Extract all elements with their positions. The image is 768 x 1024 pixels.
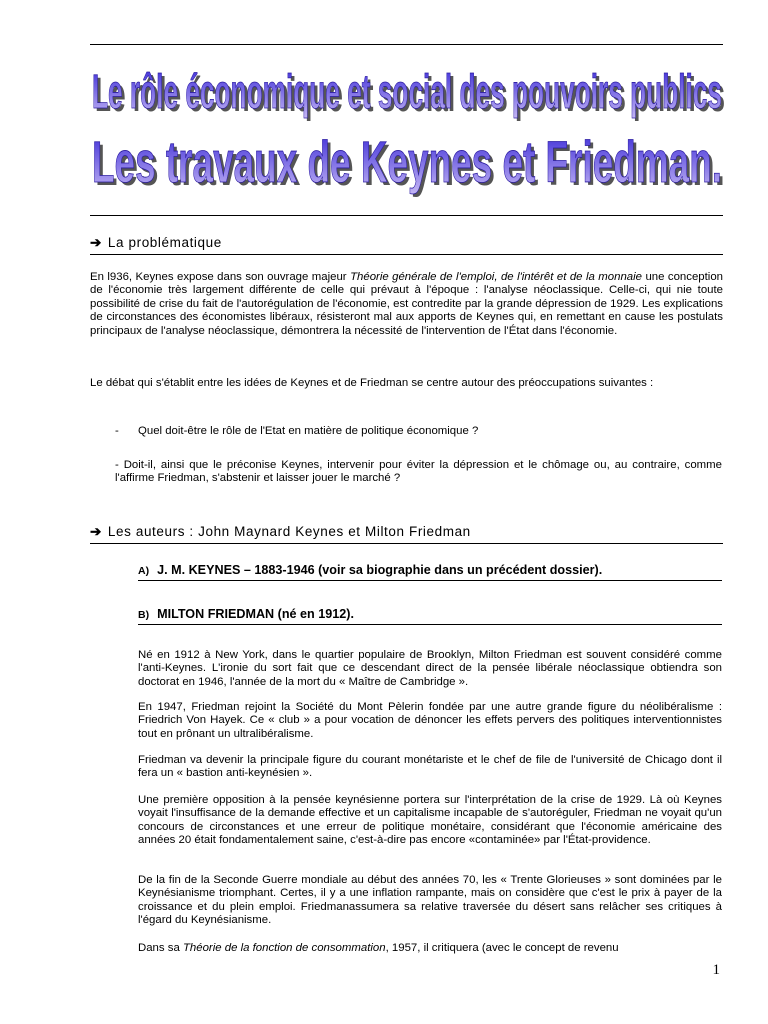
arrow-right-icon: ➔ [90,524,102,539]
paragraph: Friedman va devenir la principale figure du courant monétariste et le chef de file de l'université de Chicago dont il fera un « bastion anti-keynésien ». [138,754,722,780]
title-line2-shadow: Les travaux de Keynes et Friedman. [95,133,725,198]
subheading-keynes [138,562,722,579]
list-dash: - [115,425,119,437]
subheading-friedman [138,606,722,623]
subheading-text: J. M. KEYNES – 1883-1946 (voir sa biographie dans un précédent dossier). [157,563,603,577]
title-wordart [90,48,730,208]
paragraph-text: En l936, Keynes expose dans son ouvrage majeur [90,271,351,283]
section-rule [90,543,723,544]
paragraph: Né en 1912 à New York, dans le quartier populaire de Brooklyn, Milton Friedman est souvent considéré comme l'anti-Keynes. L'ironie du sort fait que ce descendant direct de la pensée libérale néoclassique obtiendra son doctorat en 1946, l'année de la mort du « Maître de Cambridge ». [138,649,722,688]
subheading-rule [138,624,722,625]
question-item: - Doit-il, ainsi que le préconise Keynes, intervenir pour éviter la dépression et le chômage ou, au contraire, comme l'affirme Friedman, s'abstenir et laisser jouer le marché ? [115,459,722,485]
paragraph: De la fin de la Seconde Guerre mondiale au début des années 70, les « Trente Glorieuses » sont dominées par le Keynésianisme triomphant. Certes, il y a une inflation rampante, mais on considère que c'est le prix à payer de la croissance et du plein emploi. Friedmanassumera sa relative traversée du désert sans relâcher ses critiques à l'égard du Keynésianisme. [138,874,722,927]
section-heading-text: La problématique [107,235,222,250]
book-title: Théorie de la fonction de consommation [182,942,386,954]
section-heading-problematique [90,234,723,252]
section-heading-text: Les auteurs : John Maynard Keynes et Milton Friedman [107,524,471,539]
arrow-right-icon: ➔ [90,235,102,250]
subheading-rule [138,580,722,581]
title-bottom-rule [90,215,723,216]
page-number: 1 [712,962,720,978]
book-title: Théorie générale de l'emploi, de l'intérêt et de la monnaie [350,271,642,283]
subheading-text: MILTON FRIEDMAN (né en 1912). [157,607,354,621]
paragraph-text: Dans sa [138,942,183,954]
paragraph: En 1947, Friedman rejoint la Société du Mont Pèlerin fondée par une autre grande figure du néolibéralisme : Friedrich Von Hayek. Ce « club » a pour vocation de dénoncer les effets pervers des politiques interventionnistes tout en prônant un ultralibéralisme. [138,701,722,740]
title-line1: Le rôle économique et social des pouvoirs publics [92,66,723,119]
title-line1-shadow: Le rôle économique et social des pouvoirs publics [95,69,726,122]
paragraph [90,271,723,338]
title-line2: Les travaux de Keynes et Friedman. [92,130,722,195]
paragraph: Le débat qui s'établit entre les idées de Keynes et de Friedman se centre autour des préoccupations suivantes : [90,377,654,389]
subheading-letter: B) [138,609,150,621]
question-item: Quel doit-être le rôle de l'Etat en matière de politique économique ? [138,425,479,437]
paragraph-text: une conception de l'économie très largement différente de celle qui prévaut à l'époque : l'analyse néoclassique. Celle-ci, qui nie toute possibilité de crise du fait de l'autorégulation de l'économie, est contredite par la grande dépression de 1929. Les explications de circonstances des économistes libéraux, résisteront mal aux apports de Keynes qui, en remettant en cause les postulats principaux de l'analyse néoclassique, démontrera la nécessité de l'intervention de l'État dans l'économie. [90,271,723,337]
paragraph: Une première opposition à la pensée keynésienne portera sur l'interprétation de la crise de 1929. Là où Keynes voyait l'insuffisance de la demande effective et un capitalisme incapable de s'autoréguler, Friedman ne voyait qu'un concours de circonstances et une erreur de politique monétaire, considérant que l'économie américaine des années 20 était fondamentalement saine, c'est-à-dire pas encore «contaminée» par l'État-providence. [138,794,722,847]
section-rule [90,254,723,255]
paragraph-text: , 1957, il critiquera (avec le concept de revenu [385,942,619,954]
section-heading-auteurs [90,523,723,541]
title-svg [90,48,730,208]
subheading-letter: A) [138,565,150,577]
paragraph [138,942,722,955]
top-rule [90,44,723,45]
